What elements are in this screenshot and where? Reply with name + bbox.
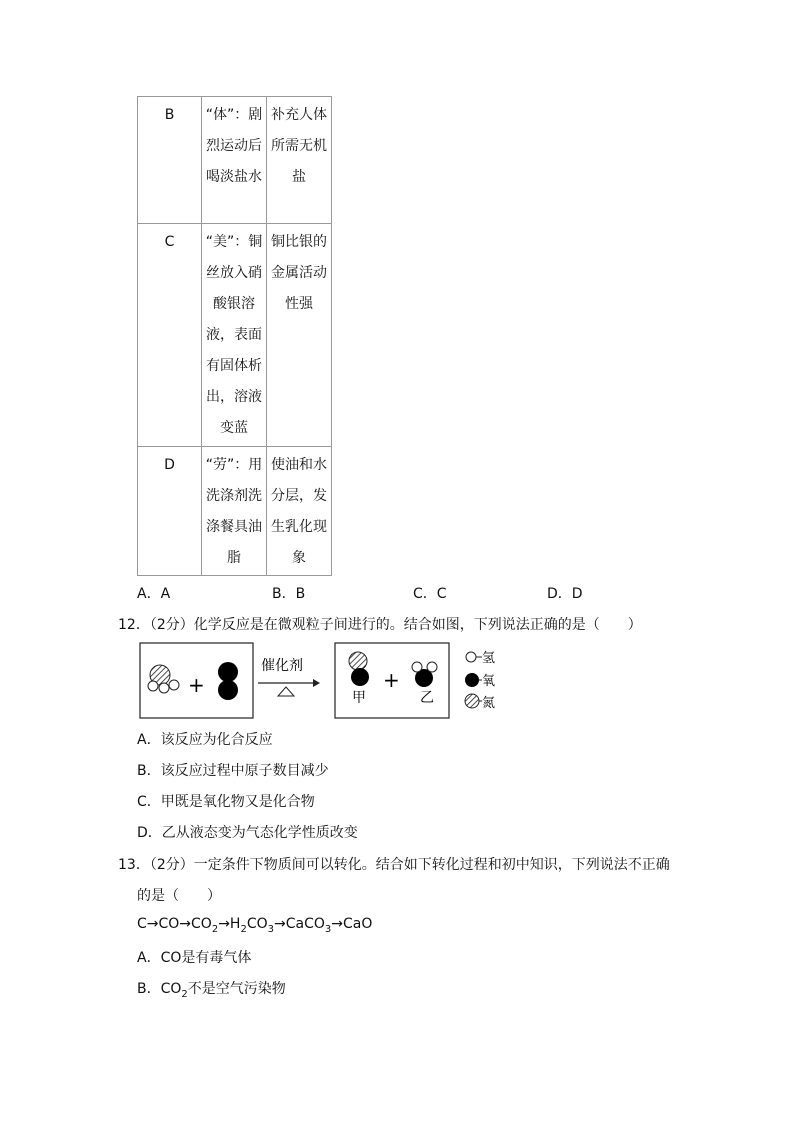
q12-option-a[interactable]: A．该反应为化合反应 xyxy=(137,732,273,748)
option-letter-cell: B xyxy=(138,97,202,224)
choice-c[interactable]: C．C xyxy=(413,586,447,602)
product-yi-molecule xyxy=(412,662,437,687)
explanation-cell: 补充人体所需无机盐 xyxy=(267,97,332,224)
choice-a[interactable]: A．A xyxy=(137,586,171,602)
option-letter-cell: C xyxy=(138,224,202,447)
explanation-cell: 铜比银的金属活动性强 xyxy=(267,224,332,447)
q12-option-d[interactable]: D．乙从液态变为气态化学性质改变 xyxy=(137,825,358,841)
product-yi-label: 乙 xyxy=(420,690,434,706)
question-13-stem-continued: 的是（ ） xyxy=(137,888,221,904)
plus-sign: + xyxy=(383,668,400,692)
table-row xyxy=(138,224,332,447)
q13-option-a[interactable]: A．CO是有毒气体 xyxy=(137,950,252,966)
q12-option-c[interactable]: C．甲既是氧化物又是化合物 xyxy=(137,794,315,810)
heat-symbol xyxy=(278,687,294,696)
choice-d[interactable]: D．D xyxy=(547,586,583,602)
svg-text:氮: 氮 xyxy=(482,696,496,711)
svg-text:氢: 氢 xyxy=(482,651,496,666)
oxygen-molecule xyxy=(218,662,238,700)
plus-sign: + xyxy=(188,673,205,697)
activity-cell: “劳”：用洗涤剂洗涤餐具油脂 xyxy=(202,447,267,576)
choice-b[interactable]: B．B xyxy=(272,586,306,602)
table-row xyxy=(138,97,332,224)
activity-cell: “美”：铜丝放入硝酸银溶液，表面有固体析出，溶液变蓝 xyxy=(202,224,267,447)
explanation-cell: 使油和水分层，发生乳化现象 xyxy=(267,447,332,576)
activity-cell: “体”：剧烈运动后喝淡盐水 xyxy=(202,97,267,224)
option-letter-cell: D xyxy=(138,447,202,576)
catalyst-label: 催化剂 xyxy=(261,658,303,674)
product-jia-label: 甲 xyxy=(352,690,366,706)
q12-option-b[interactable]: B．该反应过程中原子数目减少 xyxy=(137,763,329,779)
arrow-head xyxy=(313,679,320,687)
conversion-chain: $C\to CO\to CO_2\to H_2CO_3\to CaCO_3\to CaO$ xyxy=(137,916,373,935)
product-jia-molecule xyxy=(349,652,369,686)
legend xyxy=(465,651,495,711)
q13-option-b[interactable]: B．$CO_2$不是空气污染物 xyxy=(137,981,286,1000)
options-table xyxy=(137,96,332,576)
ammonia-molecule xyxy=(148,665,179,693)
table-row xyxy=(138,447,332,576)
reaction-diagram xyxy=(130,640,530,725)
question-12-stem: 12．（2分）化学反应是在微观粒子间进行的。结合如图，下列说法正确的是（ ） xyxy=(118,617,642,633)
svg-text:氧: 氧 xyxy=(482,674,496,689)
question-13-stem: 13．（2分）一定条件下物质间可以转化。结合如下转化过程和初中知识，下列说法不正确 xyxy=(118,857,670,873)
